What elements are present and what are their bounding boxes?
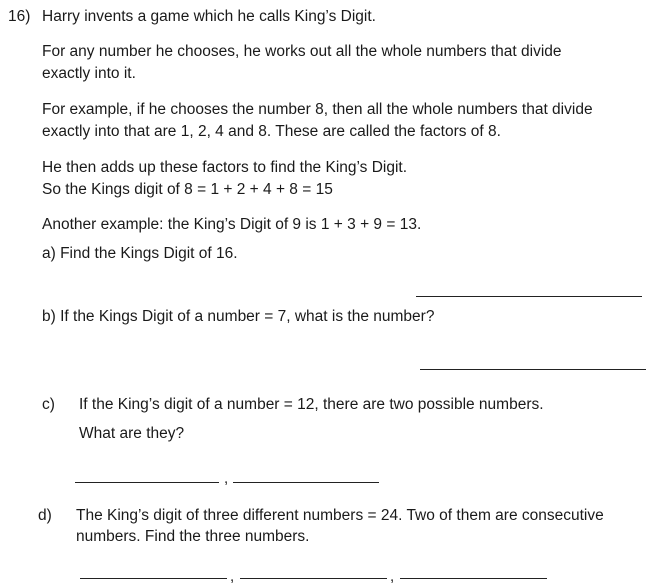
part-c-answer-line-1[interactable] — [75, 482, 219, 483]
part-d-question-line1: The King’s digit of three different numbers = 24. Two of them are consecutive — [76, 507, 604, 524]
part-a-answer-line[interactable] — [416, 296, 642, 297]
question-number: 16) — [8, 8, 31, 25]
part-d-answer-line-3[interactable] — [400, 578, 547, 579]
part-d-answer-line-2[interactable] — [240, 578, 387, 579]
paragraph-definition-line1: For any number he chooses, he works out all the whole numbers that divide — [42, 43, 562, 60]
part-b-question: b) If the Kings Digit of a number = 7, what is the number? — [42, 308, 435, 325]
paragraph-example-line1: For example, if he chooses the number 8, then all the whole numbers that divide — [42, 101, 593, 118]
paragraph-another-example: Another example: the King’s Digit of 9 is 1 + 3 + 9 = 13. — [42, 216, 422, 233]
part-c-label: c) — [42, 396, 55, 413]
paragraph-sum-line1: He then adds up these factors to find the King’s Digit. — [42, 159, 408, 176]
part-d-separator-2: , — [390, 568, 395, 585]
part-c-answer-line-2[interactable] — [233, 482, 379, 483]
part-d-label: d) — [38, 507, 52, 524]
paragraph-sum-line2: So the Kings digit of 8 = 1 + 2 + 4 + 8 = 15 — [42, 181, 333, 198]
part-a-question: a) Find the Kings Digit of 16. — [42, 245, 238, 262]
part-c-question-line2: What are they? — [79, 425, 185, 442]
part-b-answer-line[interactable] — [420, 369, 646, 370]
question-intro: Harry invents a game which he calls King’s Digit. — [42, 8, 376, 25]
part-d-answer-line-1[interactable] — [80, 578, 227, 579]
part-d-question-line2: numbers. Find the three numbers. — [76, 528, 310, 545]
paragraph-example-line2: exactly into that are 1, 2, 4 and 8. These are called the factors of 8. — [42, 123, 501, 140]
part-c-separator: , — [224, 470, 229, 487]
part-d-separator-1: , — [230, 568, 235, 585]
paragraph-definition-line2: exactly into it. — [42, 65, 136, 82]
part-c-question-line1: If the King’s digit of a number = 12, there are two possible numbers. — [79, 396, 544, 413]
